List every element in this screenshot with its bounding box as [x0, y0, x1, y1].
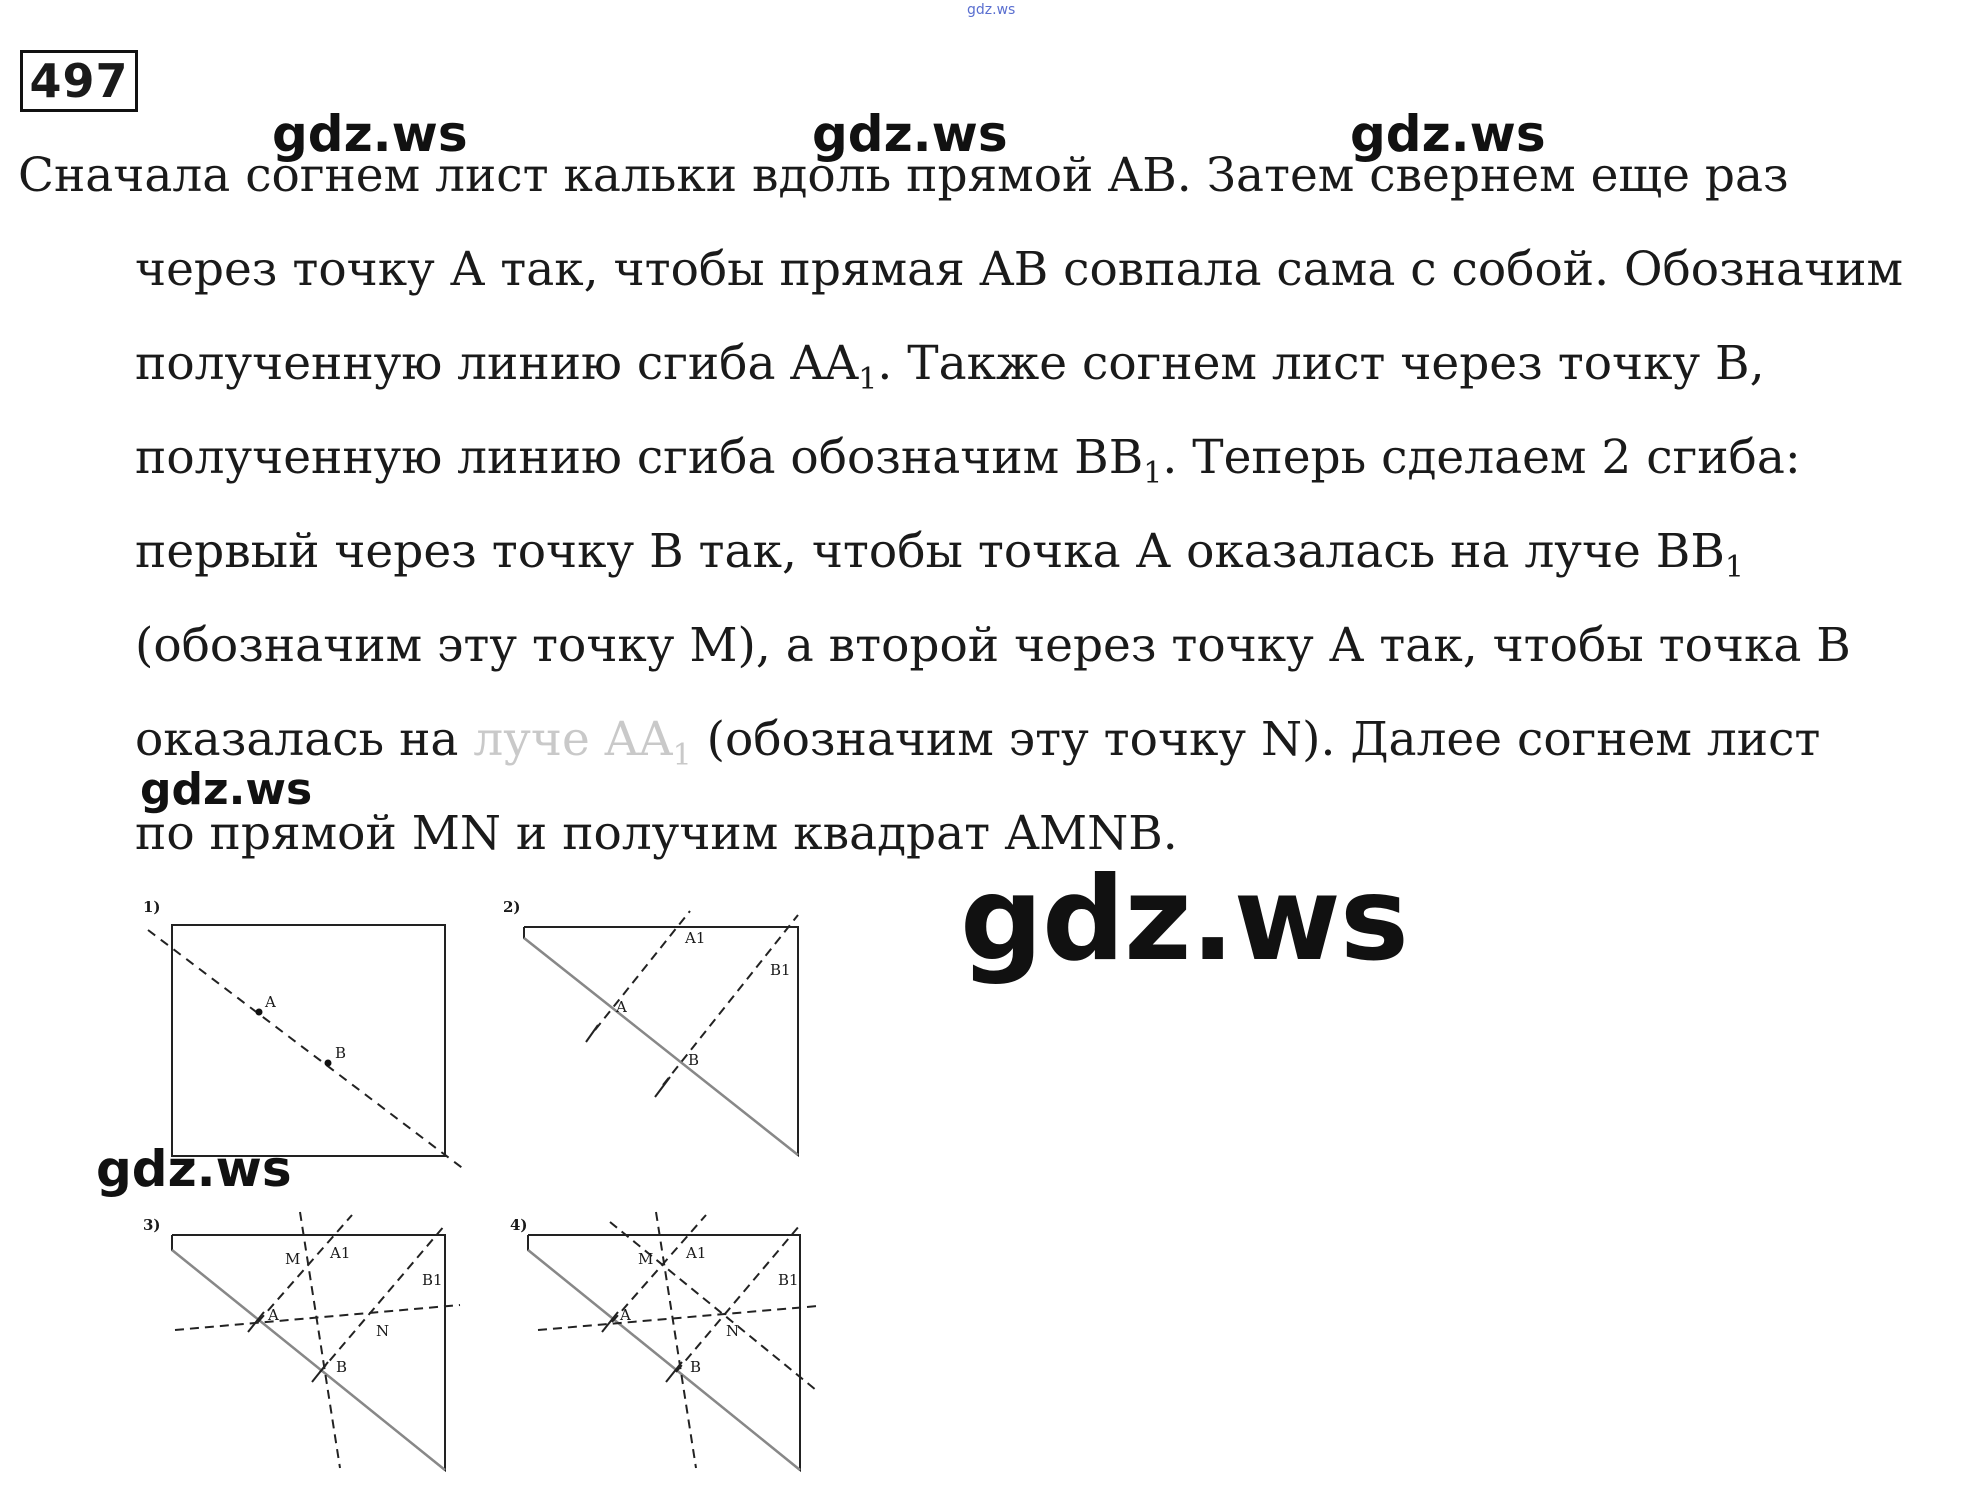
text-segment: первый через точку B так, чтобы точка А оказалась на луче BB: [135, 524, 1725, 579]
text-segment: полученную линию сгиба AA: [135, 336, 859, 391]
watermark: gdz.ws: [1350, 105, 1546, 163]
fold-line-an: [175, 1305, 460, 1330]
label-b: B: [690, 1358, 702, 1376]
solution-line-7: [135, 712, 1821, 773]
folded-sheet: [524, 927, 798, 1155]
figure-number: 1): [143, 898, 161, 916]
subscript: 1: [672, 738, 692, 773]
label-m: M: [638, 1250, 654, 1268]
tick-b: [655, 1077, 670, 1097]
faded-text-segment: луче AA: [458, 712, 673, 767]
watermark: gdz.ws: [140, 764, 313, 815]
label-b1: B1: [778, 1271, 799, 1289]
fold-line-bb1: [663, 915, 798, 1085]
subscript: 1: [858, 362, 878, 397]
label-n: N: [376, 1322, 390, 1340]
folded-sheet: [528, 1235, 800, 1470]
text-segment: . Теперь сделаем 2 сгиба:: [1162, 430, 1801, 485]
solution-line-4: [135, 430, 1801, 491]
task-number: 497: [20, 50, 138, 112]
label-a: A: [268, 1306, 279, 1324]
label-b1: B1: [770, 961, 791, 979]
figure-number: 4): [510, 1216, 528, 1234]
figure-1: [140, 895, 480, 1180]
folded-sheet: [172, 1235, 445, 1470]
label-a: A: [616, 998, 627, 1016]
label-a: A: [265, 993, 276, 1011]
label-a1: A1: [330, 1244, 351, 1262]
text-segment: (обозначим эту точку N). Далее согнем лист: [691, 712, 1821, 767]
fold-line-ab: [148, 930, 465, 1170]
top-watermark: gdz.ws: [967, 2, 1016, 18]
label-b: B: [336, 1358, 348, 1376]
figure-2: [500, 895, 820, 1165]
watermark: gdz.ws: [812, 105, 1008, 163]
label-b1: B1: [422, 1271, 443, 1289]
solution-line-8: по прямой MN и получим квадрат AMNB.: [135, 806, 1178, 861]
text-segment: полученную линию сгиба обозначим BB: [135, 430, 1144, 485]
label-a1: A1: [685, 929, 706, 947]
tick-a: [586, 1025, 598, 1042]
watermark: gdz.ws: [272, 105, 468, 163]
text-segment: оказалась на: [135, 712, 459, 767]
point-a: [256, 1009, 263, 1016]
solution-line-6: (обозначим эту точку M), а второй через точку А так, чтобы точка B: [135, 618, 1851, 673]
label-m: M: [285, 1250, 301, 1268]
fold-line-aa1: [595, 911, 690, 1030]
fold-line-mn: [610, 1222, 816, 1390]
solution-line-3: [135, 336, 1765, 397]
fold-edge-ab: [528, 1250, 800, 1470]
label-b: B: [335, 1044, 347, 1062]
solution-line-5: [135, 524, 1744, 585]
subscript: 1: [1724, 550, 1744, 585]
solution-line-1: Сначала согнем лист кальки вдоль прямой AB. Затем свернем еще раз: [18, 148, 1789, 203]
subscript: 1: [1143, 456, 1163, 491]
text-segment: . Также согнем лист через точку B,: [877, 336, 1765, 391]
watermark: gdz.ws: [960, 852, 1408, 987]
label-a1: A1: [686, 1244, 707, 1262]
figure-4: [500, 1200, 820, 1480]
label-a: A: [620, 1306, 631, 1324]
point-b: [325, 1060, 332, 1067]
fold-edge-ab: [172, 1250, 445, 1470]
solution-line-2: через точку А так, чтобы прямая AB совпала сама с собой. Обозначим: [135, 242, 1904, 297]
label-n: N: [726, 1322, 740, 1340]
figure-number: 3): [143, 1216, 161, 1234]
fold-line-an: [538, 1306, 818, 1330]
label-b: B: [688, 1051, 700, 1069]
figure-number: 2): [503, 898, 521, 916]
watermark: gdz.ws: [96, 1140, 292, 1198]
paper-sheet: [172, 925, 445, 1156]
fold-edge-ab: [524, 938, 798, 1155]
figure-3: [140, 1200, 480, 1480]
